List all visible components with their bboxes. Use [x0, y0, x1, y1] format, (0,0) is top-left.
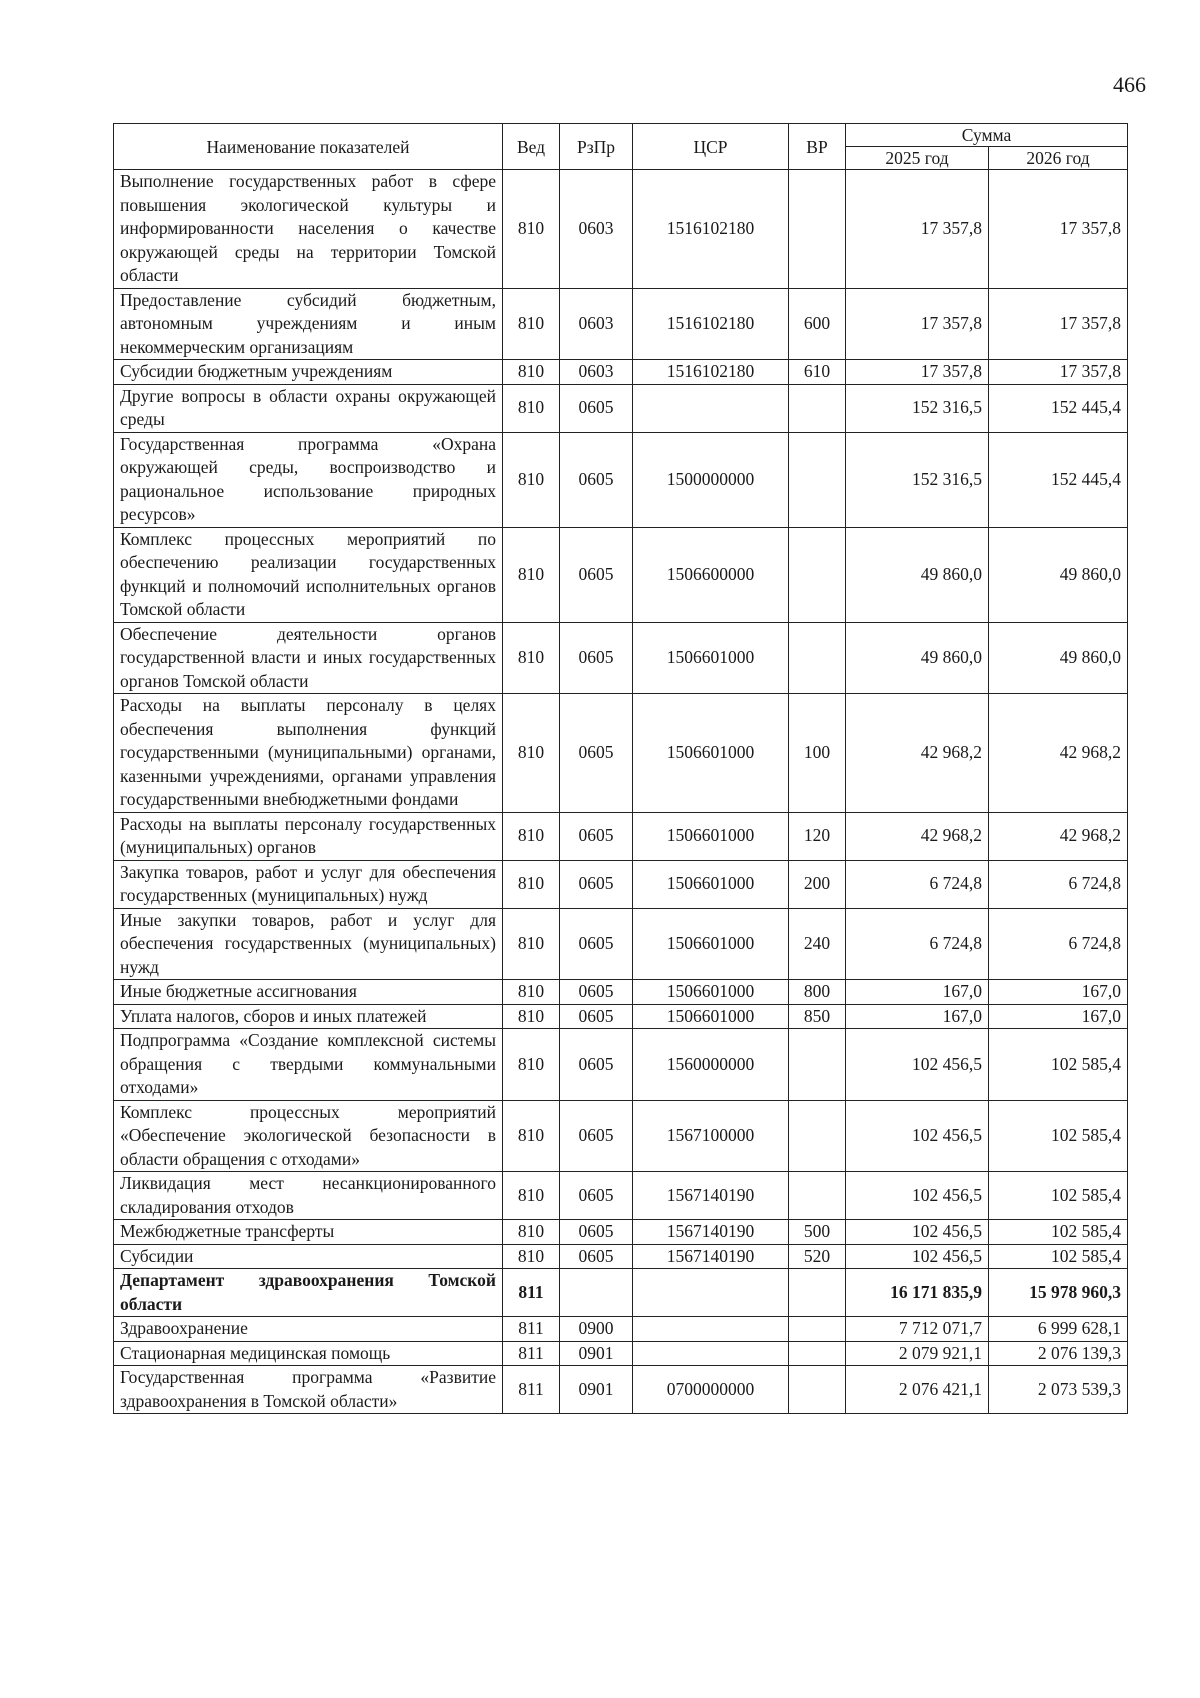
table-row-department [114, 1269, 1128, 1317]
row-csr: 1567140190 [633, 1244, 789, 1269]
row-sum-2025: 167,0 [846, 980, 989, 1005]
table-row [114, 288, 1128, 360]
row-sum-2025: 42 968,2 [846, 694, 989, 813]
table-row [114, 1004, 1128, 1029]
table-row [114, 1220, 1128, 1245]
table-row [114, 432, 1128, 527]
row-name: Комплекс процессных мероприятий по обеспечению реализации государственных функций и полномочий исполнительных органов Томской области [114, 527, 503, 622]
row-name: Расходы на выплаты персоналу государственных (муниципальных) органов [114, 812, 503, 860]
row-rzpr: 0605 [560, 812, 633, 860]
row-sum-2025: 102 456,5 [846, 1172, 989, 1220]
table-row [114, 980, 1128, 1005]
row-ved: 810 [503, 812, 560, 860]
row-sum-2025: 17 357,8 [846, 170, 989, 289]
table-row [114, 812, 1128, 860]
row-rzpr: 0603 [560, 288, 633, 360]
row-csr: 0700000000 [633, 1366, 789, 1414]
row-name: Департамент здравоохранения Томской области [114, 1269, 503, 1317]
row-csr: 1516102180 [633, 170, 789, 289]
row-rzpr: 0605 [560, 527, 633, 622]
row-ved: 810 [503, 432, 560, 527]
row-vr [789, 384, 846, 432]
row-sum-2025: 49 860,0 [846, 527, 989, 622]
header-name: Наименование показателей [114, 124, 503, 170]
row-ved: 810 [503, 1100, 560, 1172]
header-sum: Сумма [846, 124, 1128, 147]
row-csr: 1500000000 [633, 432, 789, 527]
row-vr [789, 1100, 846, 1172]
row-name: Государственная программа «Охрана окружающей среды, воспроизводство и рациональное использование природных ресурсов» [114, 432, 503, 527]
row-rzpr: 0605 [560, 1029, 633, 1101]
row-vr: 120 [789, 812, 846, 860]
row-sum-2025: 17 357,8 [846, 360, 989, 385]
row-name: Субсидии бюджетным учреждениям [114, 360, 503, 385]
row-rzpr: 0605 [560, 980, 633, 1005]
row-sum-2025: 152 316,5 [846, 432, 989, 527]
table-row [114, 1366, 1128, 1414]
row-vr: 240 [789, 908, 846, 980]
header-year-2025: 2025 год [846, 147, 989, 170]
row-sum-2025: 2 076 421,1 [846, 1366, 989, 1414]
row-name: Здравоохранение [114, 1317, 503, 1342]
row-name: Ликвидация мест несанкционированного складирования отходов [114, 1172, 503, 1220]
row-vr [789, 170, 846, 289]
row-vr: 610 [789, 360, 846, 385]
row-sum-2025: 102 456,5 [846, 1100, 989, 1172]
row-name: Иные закупки товаров, работ и услуг для обеспечения государственных (муниципальных) нужд [114, 908, 503, 980]
table-row [114, 1341, 1128, 1366]
row-sum-2025: 102 456,5 [846, 1029, 989, 1101]
row-vr: 850 [789, 1004, 846, 1029]
row-sum-2026: 42 968,2 [989, 694, 1128, 813]
header-csr: ЦСР [633, 124, 789, 170]
row-sum-2026: 102 585,4 [989, 1220, 1128, 1245]
row-name: Закупка товаров, работ и услуг для обеспечения государственных (муниципальных) нужд [114, 860, 503, 908]
table-row [114, 694, 1128, 813]
row-sum-2025: 6 724,8 [846, 860, 989, 908]
row-sum-2026: 15 978 960,3 [989, 1269, 1128, 1317]
row-csr: 1506601000 [633, 694, 789, 813]
row-rzpr: 0900 [560, 1317, 633, 1342]
row-ved: 811 [503, 1366, 560, 1414]
row-sum-2026: 102 585,4 [989, 1100, 1128, 1172]
row-rzpr: 0605 [560, 1220, 633, 1245]
row-vr [789, 527, 846, 622]
row-rzpr: 0605 [560, 860, 633, 908]
row-csr: 1516102180 [633, 360, 789, 385]
row-name: Субсидии [114, 1244, 503, 1269]
table-row [114, 360, 1128, 385]
row-sum-2026: 6 724,8 [989, 908, 1128, 980]
row-name: Иные бюджетные ассигнования [114, 980, 503, 1005]
row-sum-2026: 102 585,4 [989, 1029, 1128, 1101]
row-vr [789, 622, 846, 694]
row-csr: 1567140190 [633, 1220, 789, 1245]
row-rzpr: 0901 [560, 1366, 633, 1414]
row-name: Расходы на выплаты персоналу в целях обеспечения выполнения функций государственными (муниципальными) органами, казенными учреждениями, органами управления государственными внебюджетными фондами [114, 694, 503, 813]
table-row [114, 1244, 1128, 1269]
row-name: Другие вопросы в области охраны окружающей среды [114, 384, 503, 432]
header-rzpr: РзПр [560, 124, 633, 170]
row-csr: 1506600000 [633, 527, 789, 622]
header-ved: Вед [503, 124, 560, 170]
page-number: 466 [1113, 72, 1146, 97]
row-vr [789, 1172, 846, 1220]
row-csr: 1506601000 [633, 1004, 789, 1029]
table-row [114, 1100, 1128, 1172]
row-csr: 1567100000 [633, 1100, 789, 1172]
row-vr [789, 1269, 846, 1317]
row-csr [633, 384, 789, 432]
row-ved: 810 [503, 694, 560, 813]
row-rzpr: 0605 [560, 622, 633, 694]
row-sum-2026: 17 357,8 [989, 170, 1128, 289]
row-sum-2025: 49 860,0 [846, 622, 989, 694]
row-sum-2025: 167,0 [846, 1004, 989, 1029]
row-sum-2026: 6 724,8 [989, 860, 1128, 908]
row-sum-2025: 2 079 921,1 [846, 1341, 989, 1366]
header-year-2026: 2026 год [989, 147, 1128, 170]
table-row [114, 384, 1128, 432]
row-sum-2025: 17 357,8 [846, 288, 989, 360]
row-vr: 500 [789, 1220, 846, 1245]
row-vr: 600 [789, 288, 846, 360]
row-ved: 810 [503, 1029, 560, 1101]
row-sum-2026: 49 860,0 [989, 622, 1128, 694]
row-vr: 200 [789, 860, 846, 908]
row-sum-2026: 152 445,4 [989, 432, 1128, 527]
header-vr: ВР [789, 124, 846, 170]
row-vr [789, 1341, 846, 1366]
header-row [114, 124, 1128, 147]
row-name: Обеспечение деятельности органов государственной власти и иных государственных органов Томской области [114, 622, 503, 694]
table-row [114, 908, 1128, 980]
table-row [114, 1172, 1128, 1220]
row-rzpr: 0603 [560, 170, 633, 289]
table-row [114, 170, 1128, 289]
row-sum-2026: 42 968,2 [989, 812, 1128, 860]
row-ved: 810 [503, 288, 560, 360]
row-sum-2026: 49 860,0 [989, 527, 1128, 622]
row-rzpr: 0605 [560, 1244, 633, 1269]
row-ved: 810 [503, 1172, 560, 1220]
row-vr [789, 1366, 846, 1414]
row-sum-2026: 2 073 539,3 [989, 1366, 1128, 1414]
row-name: Выполнение государственных работ в сфере повышения экологической культуры и информированности населения о качестве окружающей среды на территории Томской области [114, 170, 503, 289]
row-csr: 1506601000 [633, 908, 789, 980]
row-name: Подпрограмма «Создание комплексной системы обращения с твердыми коммунальными отходами» [114, 1029, 503, 1101]
row-csr [633, 1317, 789, 1342]
row-rzpr: 0605 [560, 1172, 633, 1220]
row-csr [633, 1341, 789, 1366]
table-row [114, 1029, 1128, 1101]
row-ved: 810 [503, 1244, 560, 1269]
row-name: Государственная программа «Развитие здравоохранения в Томской области» [114, 1366, 503, 1414]
row-sum-2025: 16 171 835,9 [846, 1269, 989, 1317]
row-ved: 810 [503, 527, 560, 622]
row-vr: 800 [789, 980, 846, 1005]
row-csr: 1560000000 [633, 1029, 789, 1101]
row-vr [789, 1317, 846, 1342]
row-name: Межбюджетные трансферты [114, 1220, 503, 1245]
row-sum-2026: 6 999 628,1 [989, 1317, 1128, 1342]
row-sum-2026: 167,0 [989, 980, 1128, 1005]
row-ved: 811 [503, 1269, 560, 1317]
row-ved: 810 [503, 908, 560, 980]
row-csr: 1516102180 [633, 288, 789, 360]
row-rzpr: 0605 [560, 694, 633, 813]
budget-table [113, 123, 1128, 1414]
row-ved: 810 [503, 384, 560, 432]
row-rzpr: 0901 [560, 1341, 633, 1366]
row-rzpr: 0605 [560, 384, 633, 432]
row-sum-2026: 102 585,4 [989, 1244, 1128, 1269]
row-csr: 1506601000 [633, 860, 789, 908]
row-name: Стационарная медицинская помощь [114, 1341, 503, 1366]
row-sum-2026: 17 357,8 [989, 288, 1128, 360]
row-ved: 810 [503, 170, 560, 289]
row-vr: 520 [789, 1244, 846, 1269]
row-ved: 810 [503, 360, 560, 385]
row-sum-2026: 102 585,4 [989, 1172, 1128, 1220]
row-sum-2025: 102 456,5 [846, 1220, 989, 1245]
row-ved: 810 [503, 622, 560, 694]
row-rzpr: 0605 [560, 908, 633, 980]
row-vr [789, 432, 846, 527]
row-ved: 810 [503, 860, 560, 908]
row-ved: 810 [503, 1220, 560, 1245]
row-ved: 810 [503, 1004, 560, 1029]
row-csr: 1506601000 [633, 622, 789, 694]
row-csr: 1567140190 [633, 1172, 789, 1220]
row-name: Комплекс процессных мероприятий «Обеспечение экологической безопасности в области обращения с отходами» [114, 1100, 503, 1172]
row-sum-2026: 152 445,4 [989, 384, 1128, 432]
row-csr: 1506601000 [633, 980, 789, 1005]
row-ved: 810 [503, 980, 560, 1005]
row-rzpr: 0605 [560, 1004, 633, 1029]
row-sum-2025: 42 968,2 [846, 812, 989, 860]
row-rzpr: 0605 [560, 1100, 633, 1172]
row-rzpr: 0605 [560, 432, 633, 527]
row-csr [633, 1269, 789, 1317]
row-ved: 811 [503, 1317, 560, 1342]
table-row [114, 860, 1128, 908]
table-row [114, 1317, 1128, 1342]
row-sum-2025: 152 316,5 [846, 384, 989, 432]
row-vr: 100 [789, 694, 846, 813]
row-rzpr: 0603 [560, 360, 633, 385]
table-row [114, 622, 1128, 694]
row-sum-2025: 102 456,5 [846, 1244, 989, 1269]
table-row [114, 527, 1128, 622]
row-vr [789, 1029, 846, 1101]
row-sum-2026: 17 357,8 [989, 360, 1128, 385]
row-rzpr [560, 1269, 633, 1317]
row-sum-2025: 6 724,8 [846, 908, 989, 980]
row-name: Предоставление субсидий бюджетным, автономным учреждениям и иным некоммерческим организациям [114, 288, 503, 360]
row-name: Уплата налогов, сборов и иных платежей [114, 1004, 503, 1029]
row-sum-2026: 167,0 [989, 1004, 1128, 1029]
row-sum-2026: 2 076 139,3 [989, 1341, 1128, 1366]
table-body [114, 170, 1128, 1414]
row-sum-2025: 7 712 071,7 [846, 1317, 989, 1342]
row-ved: 811 [503, 1341, 560, 1366]
row-csr: 1506601000 [633, 812, 789, 860]
